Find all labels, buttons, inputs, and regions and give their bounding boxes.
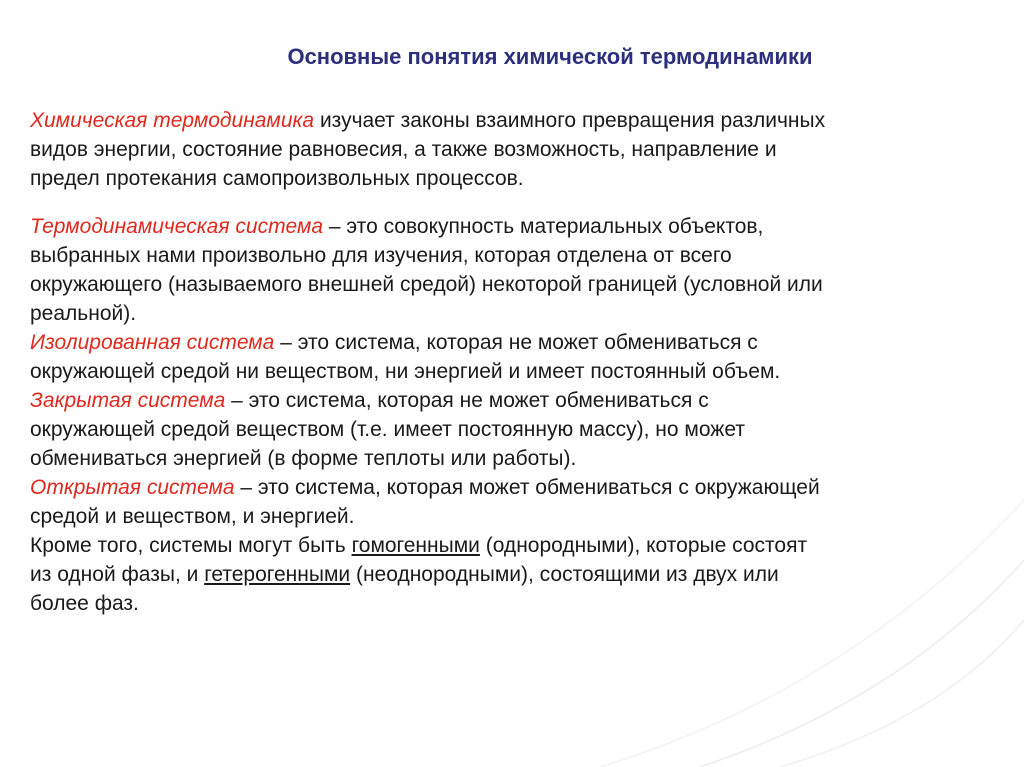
def-closed-line-3: обмениваться энергией (в форме теплоты или работы). bbox=[30, 447, 577, 470]
slide-title: Основные понятия химической термодинамики bbox=[287, 44, 813, 69]
term-homogeneous: гомогенными bbox=[351, 534, 480, 557]
intro-line-2: видов энергии, состояние равновесия, а также возможность, направление и bbox=[30, 138, 777, 161]
def-closed-line-1 bbox=[30, 386, 1020, 415]
closing-line-1 bbox=[30, 531, 1020, 560]
term-open-system: Открытая система bbox=[30, 476, 235, 499]
term-closed-system: Закрытая система bbox=[30, 389, 226, 412]
def-thermo-system-line-3: окружающего (называемого внешней средой) некоторой границей (условной или bbox=[30, 273, 823, 296]
intro-line-3: предел протекания самопроизвольных процессов. bbox=[30, 167, 524, 190]
def-isolated-line-2: окружающей средой ни веществом, ни энергией и имеет постоянный объем. bbox=[30, 360, 781, 383]
closing-line-2-a: из одной фазы, и bbox=[30, 563, 205, 586]
term-isolated-system: Изолированная система bbox=[30, 331, 275, 354]
def-isolated-line-1 bbox=[30, 328, 1020, 357]
closing-line-2 bbox=[30, 560, 1020, 589]
closing-line-2-b: (неоднородными), состоящими из двух или bbox=[350, 563, 779, 586]
def-thermo-system-line-4: реальной). bbox=[30, 302, 137, 325]
def-isolated-text: – это система, которая не может обмениваться с bbox=[274, 331, 758, 354]
def-open-line-1 bbox=[30, 473, 1020, 502]
def-thermo-system-text: – это совокупность материальных объектов, bbox=[323, 215, 764, 238]
def-thermo-system-line-2: выбранных нами произвольно для изучения, которая отделена от всего bbox=[30, 244, 732, 267]
definitions-block bbox=[30, 212, 1020, 618]
term-chemical-thermodynamics: Химическая термодинамика bbox=[30, 109, 315, 132]
def-open-text: – это система, которая может обмениваться с окружающей bbox=[234, 476, 820, 499]
closing-line-1-a: Кроме того, системы могут быть bbox=[30, 534, 352, 557]
def-thermo-system-line-1 bbox=[30, 212, 1020, 241]
def-closed-line-2: окружающей средой веществом (т.е. имеет постоянную массу), но может bbox=[30, 418, 745, 441]
def-closed-text: – это система, которая не может обмениваться с bbox=[225, 389, 709, 412]
closing-line-1-b: (однородными), которые состоят bbox=[479, 534, 808, 557]
closing-line-3: более фаз. bbox=[30, 592, 139, 615]
intro-line-1 bbox=[30, 106, 1020, 135]
term-heterogeneous: гетерогенными bbox=[204, 563, 351, 586]
intro-paragraph bbox=[30, 106, 1020, 193]
def-open-line-2: средой и веществом, и энергией. bbox=[30, 505, 355, 528]
intro-line-1-text: изучает законы взаимного превращения различных bbox=[314, 109, 826, 132]
term-thermodynamic-system: Термодинамическая система bbox=[30, 215, 324, 238]
